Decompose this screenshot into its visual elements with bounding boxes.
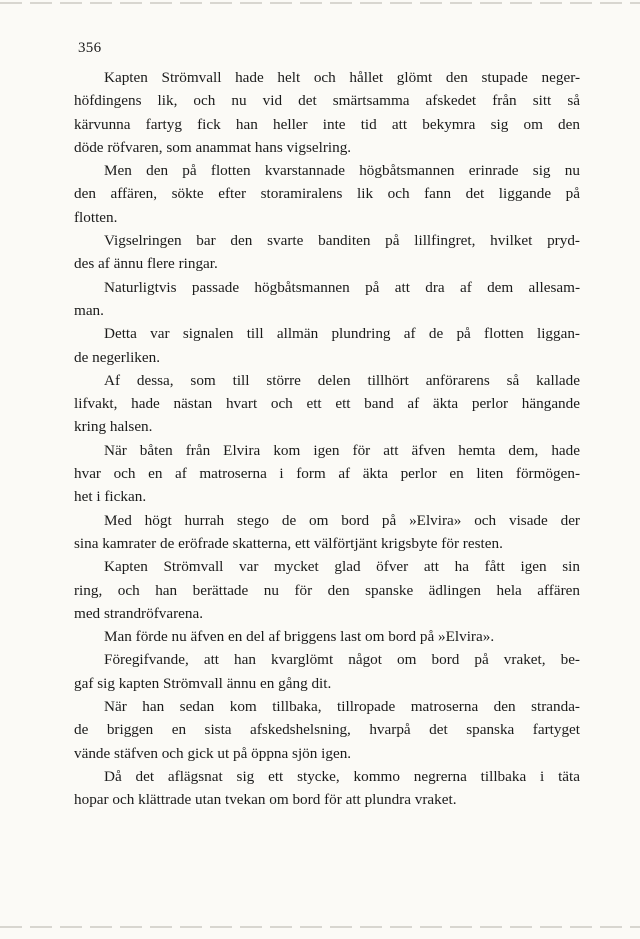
text-line: gaf sig kapten Strömvall ännu en gång dit. bbox=[74, 674, 332, 692]
text-line: Med högt hurrah stego de om bord på »Elvira» och visade der bbox=[104, 511, 580, 529]
text-line: kring halsen. bbox=[74, 418, 153, 436]
text-line: Då det aflägsnat sig ett stycke, kommo negrerna tillbaka i täta bbox=[104, 767, 580, 785]
text-line: Af dessa, som till större delen tillhört anförarens så kallade bbox=[104, 371, 580, 389]
text-line: de negerliken. bbox=[74, 348, 161, 366]
bottom-scan-edge bbox=[0, 926, 640, 928]
text-line: När båten från Elvira kom igen för att äfven hemta dem, hade bbox=[104, 441, 580, 459]
text-line: Man förde nu äfven en del af briggens last om bord på »Elvira». bbox=[104, 628, 495, 646]
top-scan-edge bbox=[0, 2, 640, 4]
text-line: des af ännu flere ringar. bbox=[74, 255, 218, 273]
body-text bbox=[74, 66, 580, 812]
text-line: hopar och klättrade utan tvekan om bord för att plundra vraket. bbox=[74, 791, 457, 809]
text-line: de briggen en sista afskedshelsning, hvarpå det spanska fartyget bbox=[74, 721, 580, 739]
page-number: 356 bbox=[78, 40, 102, 56]
text-line: vände stäfven och gick ut på öppna sjön igen. bbox=[74, 744, 352, 762]
text-line: Vigselringen bar den svarte banditen på lillfingret, hvilket pryd- bbox=[104, 232, 580, 250]
text-line: med strandröfvarena. bbox=[74, 604, 204, 622]
text-line: höfdingens lik, och nu vid det smärtsamma afskedet från sitt så bbox=[74, 92, 580, 110]
text-line: lifvakt, hade nästan hvart och ett ett band af äkta perlor hängande bbox=[74, 395, 580, 413]
text-line: hvar och en af matroserna i form af äkta perlor en liten förmögen- bbox=[74, 465, 580, 483]
text-line: Men den på flotten kvarstannade högbåtsmannen erinrade sig nu bbox=[104, 162, 580, 180]
text-line: sina kamrater de eröfrade skatterna, ett välförtjänt krigsbyte för resten. bbox=[74, 534, 503, 552]
text-line: kärvunna fartyg fick han heller inte tid att bekymra sig om den bbox=[74, 115, 580, 133]
text-line: man. bbox=[74, 301, 104, 319]
text-line: Detta var signalen till allmän plundring af de på flotten liggan- bbox=[104, 325, 580, 343]
text-line: ring, och han berättade nu för den spanske ädlingen hela affären bbox=[74, 581, 580, 599]
text-line: Naturligtvis passade högbåtsmannen på att dra af dem allesam- bbox=[104, 278, 580, 296]
text-line: Föregifvande, att han kvarglömt något om bord på vraket, be- bbox=[104, 651, 580, 669]
text-line: den affären, sökte efter storamiralens lik och fann det liggande på bbox=[74, 185, 580, 203]
text-line: Kapten Strömvall var mycket glad öfver att ha fått igen sin bbox=[104, 558, 580, 576]
text-line: döde röfvaren, som anammat hans vigselring. bbox=[74, 138, 352, 156]
text-line: Kapten Strömvall hade helt och hållet glömt den stupade neger- bbox=[104, 69, 580, 86]
text-line: flotten. bbox=[74, 208, 118, 226]
text-line: het i fickan. bbox=[74, 488, 147, 506]
text-line: När han sedan kom tillbaka, tillropade matroserna den stranda- bbox=[104, 698, 580, 716]
